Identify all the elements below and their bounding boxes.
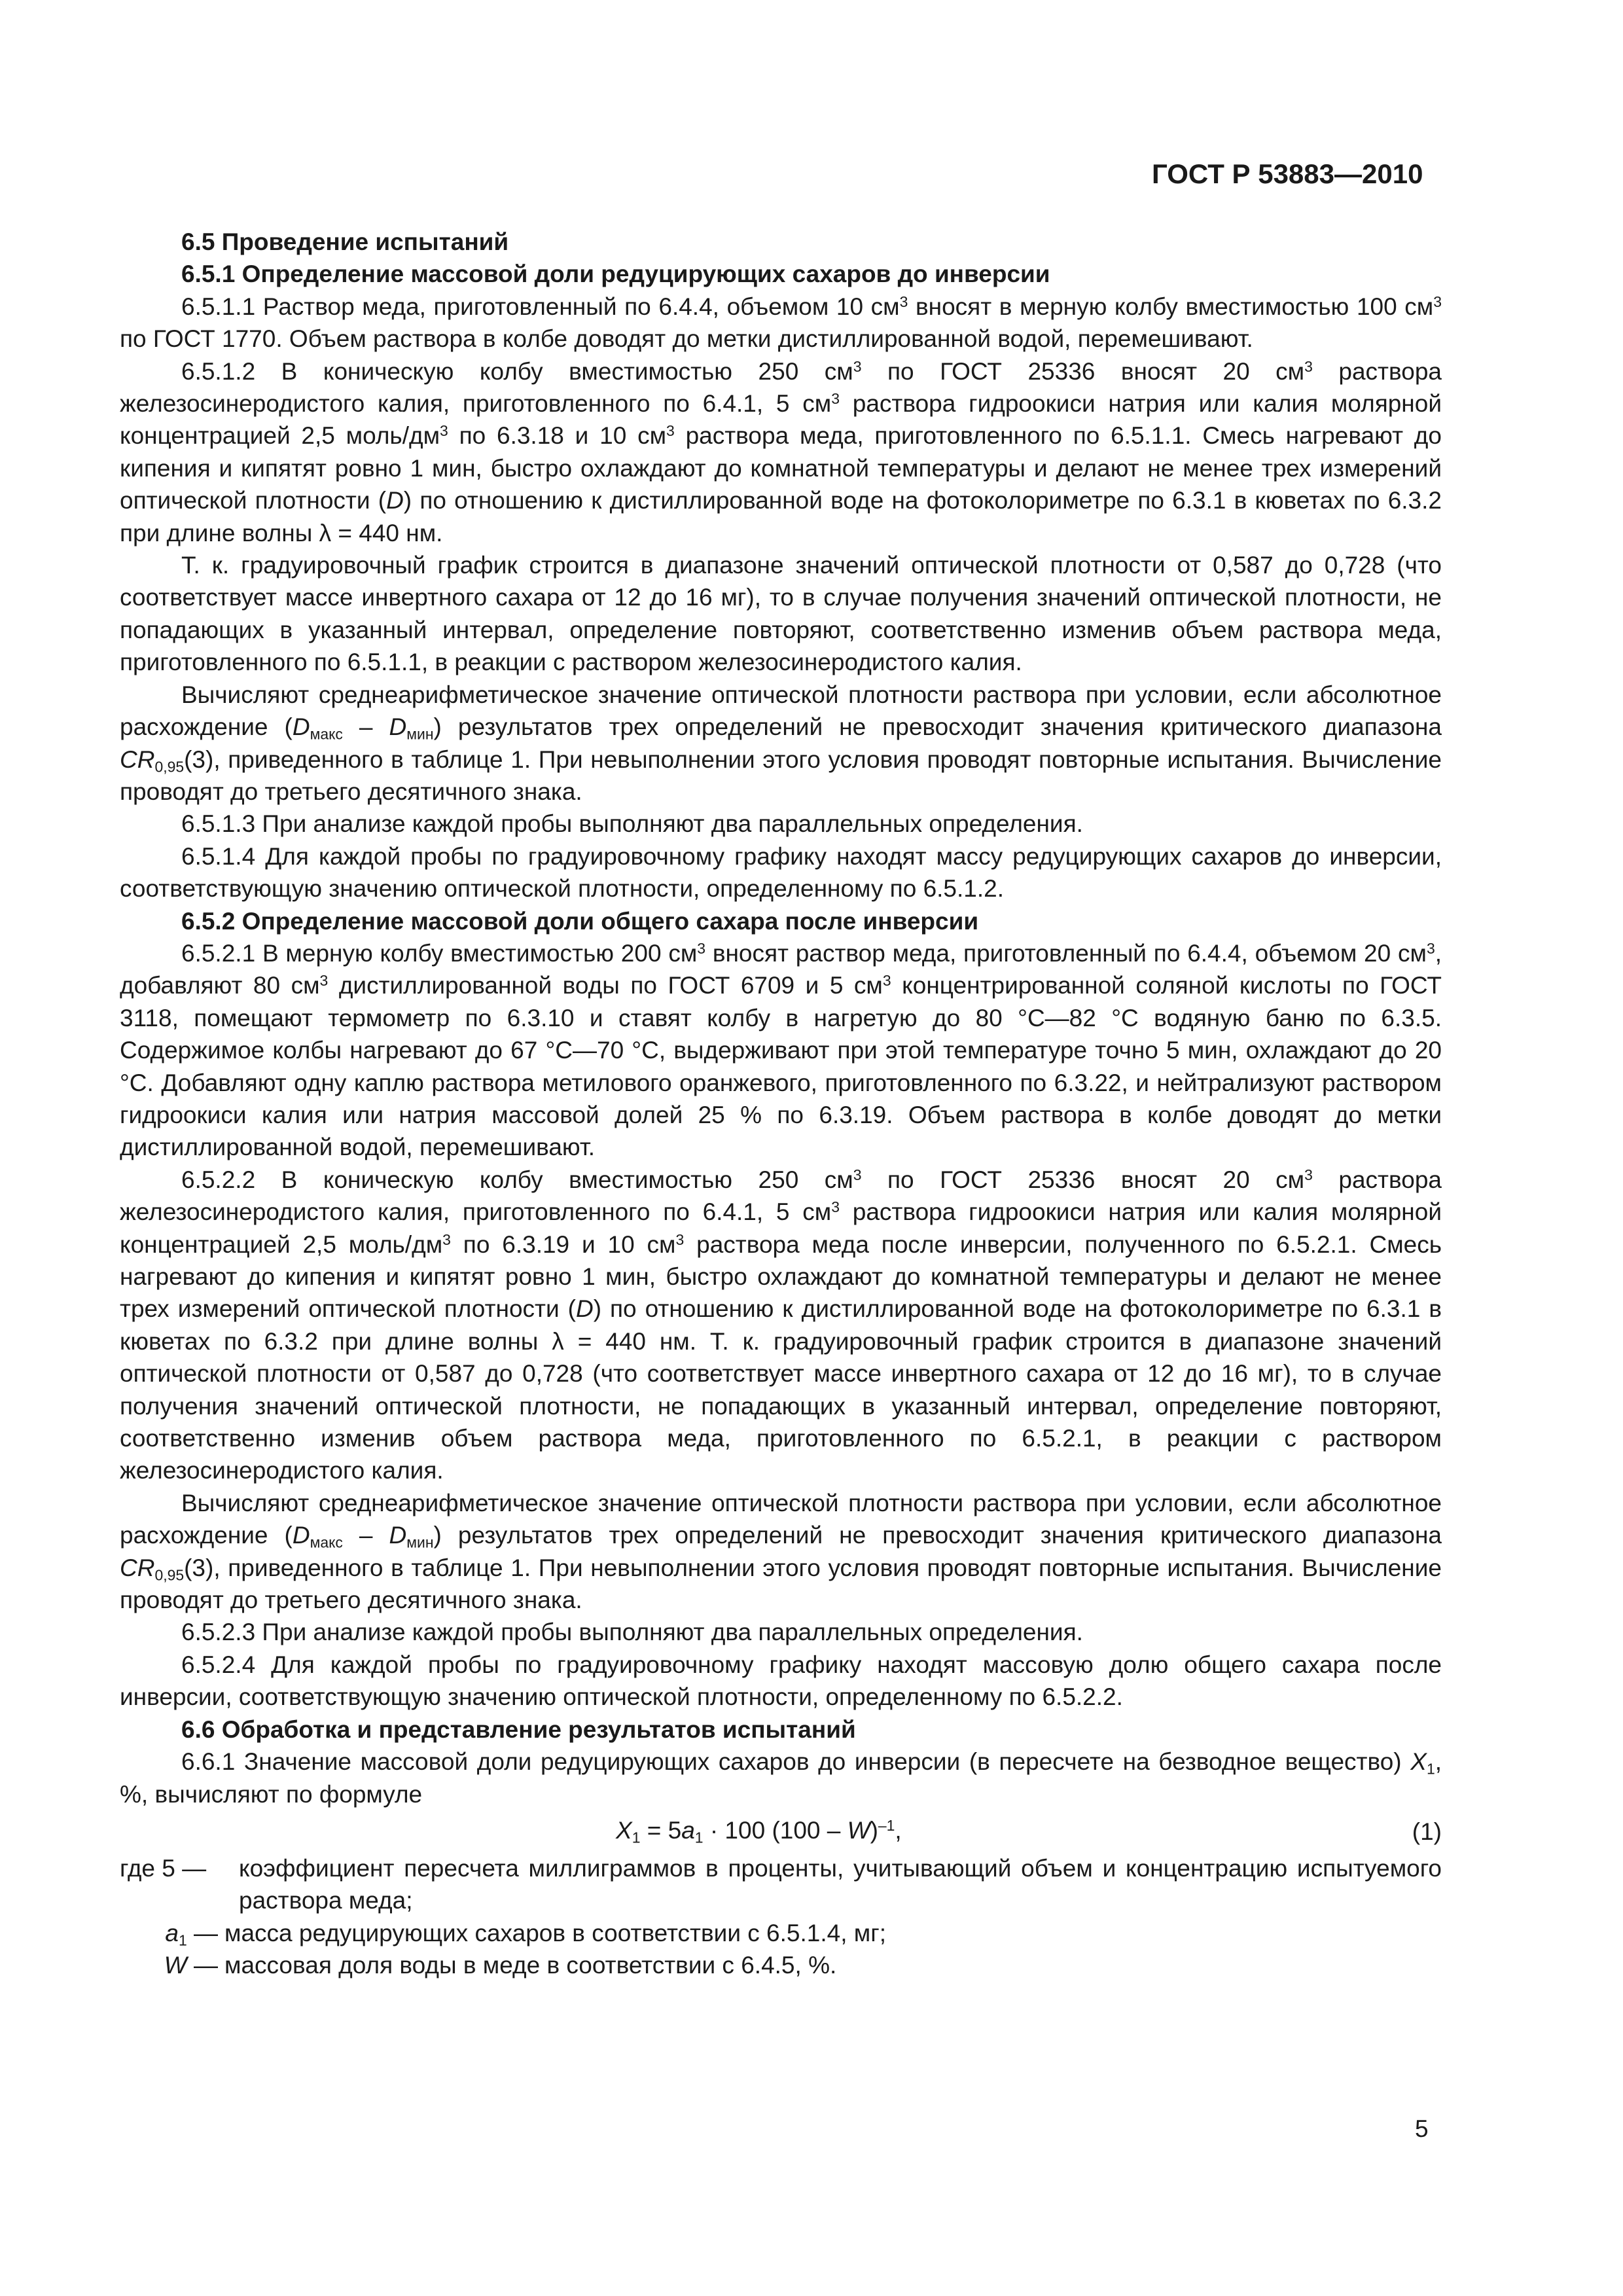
paragraph-6-5-2-2: 6.5.2.2 В коническую колбу вместимостью 250 $см^3$ по ГОСТ 25336 вносят 20 $см^3$ раствора железосинеродистого калия, приготовленного по 6.4.1, 5 $см^3$ раствора гидроокиси натрия или калия молярной концентрацией 2,5 моль/$дм^3$ по 6.3.19 и 10 $см^3$ раствора меда после инверсии, полученного по 6.5.2.1. Смесь нагревают до кипения и кипятят ровно 1 мин, быстро охлаждают до комнатной температуры и делают не менее трех измерений оптической плотности (D) по отношению к дистиллированной воде на фотоколориметре по 6.3.1 в кюветах по 6.3.2 при длине волны λ = 440 нм. Т. к. градуировочный график строится в диапазоне значений оптической плотности от 0,587 до 0,728 (что соответствует массе инвертного сахара от 12 до 16 мг), то в случае получения значений оптической плотности, не попадающих в указанный интервал, определение повторяют, соответственно изменив объем раствора меда, приготовленного по 6.5.2.1, в реакции с раствором железосинеродистого калия. bbox=[120, 1166, 1442, 1484]
legend-text: коэффициент пересчета миллиграммов в проценты, учитывающий объем и концентрацию испытуемого раствора меда; bbox=[239, 1854, 1442, 1914]
legend-row-w bbox=[120, 1949, 1442, 1981]
paragraph-6-5-1-2: 6.5.1.2 В коническую колбу вместимостью 250 $см^3$ по ГОСТ 25336 вносят 20 $см^3$ раствора железосинеродистого калия, приготовленного по 6.4.1, 5 $см^3$ раствора гидроокиси натрия или калия молярной концентрацией 2,5 моль/$дм^3$ по 6.3.18 и 10 $см^3$ раствора меда, приготовленного по 6.5.1.1. Смесь нагревают до кипения и кипятят ровно 1 мин, быстро охлаждают до комнатной температуры и делают не менее трех измерений оптической плотности (D) по отношению к дистиллированной воде на фотоколориметре по 6.3.1 в кюветах по 6.3.2 при длине волны λ = 440 нм. bbox=[120, 357, 1442, 547]
paragraph-6-5-1-1: 6.5.1.1 Раствор меда, приготовленный по 6.4.4, объемом 10 $см^3$ вносят в мерную колбу вместимостью 100 $см^3$ по ГОСТ 1770. Объем раствора в колбе доводят до метки дистиллированной водой, перемешивают. bbox=[120, 293, 1442, 353]
paragraph-6-5-2-1: 6.5.2.1 В мерную колбу вместимостью 200 $см^3$ вносят раствор меда, приготовленный по 6.4.4, объемом 20 $см^3$, добавляют 80 $см^3$ дистиллированной воды по ГОСТ 6709 и 5 $см^3$ концентрированной соляной кислоты по ГОСТ 3118, помещают термометр по 6.3.10 и ставят колбу в нагретую до 80 °С—82 °С водяную баню по 6.3.5. Содержимое колбы нагревают до 67 °С—70 °С, выдерживают при этой температуре точно 5 мин, охлаждают до 20 °С. Добавляют одну каплю раствора метилового оранжевого, приготовленного по 6.3.22, и нейтрализуют раствором гидроокиси калия или натрия массовой долей 25 % по 6.3.19. Объем раствора в колбе доводят до метки дистиллированной водой, перемешивают. bbox=[120, 939, 1442, 1161]
page-body bbox=[120, 226, 1442, 1982]
legend-symbol: $a_1$ — bbox=[165, 1919, 218, 1949]
section-heading-6-5-1: 6.5.1 Определение массовой доли редуцирующих сахаров до инверсии bbox=[181, 260, 1050, 288]
legend-symbol: где 5 — bbox=[120, 1854, 207, 1882]
page-number: 5 bbox=[1415, 2115, 1429, 2142]
formula-number: (1) bbox=[1412, 1818, 1442, 1845]
document-code: ГОСТ Р 53883—2010 bbox=[1152, 158, 1423, 189]
legend-text: масса редуцирующих сахаров в соответствии с 6.5.1.4, мг; bbox=[224, 1919, 886, 1946]
paragraph-mean-calculation: Вычисляют среднеарифметическое значение оптической плотности раствора при условии, если абсолютное расхождение $(D_{макс} - D_{мин})$ результатов трех определений не превосходит значения критического диапазона $CR_{0,95}(3)$, приведенного в таблице 1. При невыполнении этого условия проводят повторные испытания. Вычисление проводят до третьего десятичного знака. bbox=[120, 681, 1442, 805]
legend-text: массовая доля воды в меде в соответствии с 6.4.5, %. bbox=[224, 1952, 837, 1979]
section-heading-6-6: 6.6 Обработка и представление результатов испытаний bbox=[181, 1715, 856, 1743]
legend-row-a1 bbox=[120, 1917, 1442, 1949]
paragraph-calibration-range: Т. к. градуировочный график строится в диапазоне значений оптической плотности от 0,587 до 0,728 (что соответствует массе инвертного сахара от 12 до 16 мг), то в случае получения значений оптической плотности, не попадающих в указанный интервал, определение повторяют, соответственно изменив объем раствора меда, приготовленного по 6.5.1.1, в реакции с раствором железосинеродистого калия. bbox=[120, 552, 1442, 676]
legend-symbol: W — bbox=[164, 1952, 218, 1979]
section-heading-6-5-2: 6.5.2 Определение массовой доли общего сахара после инверсии bbox=[181, 907, 979, 935]
paragraph-6-5-2-4: 6.5.2.4 Для каждой пробы по градуировочному графику находят массовую долю общего сахара после инверсии, соответствующую значению оптической плотности, определенному по 6.5.2.2. bbox=[120, 1651, 1442, 1711]
formula-1 bbox=[120, 1810, 1442, 1852]
legend-row-coefficient bbox=[120, 1852, 1442, 1917]
section-heading-6-5: 6.5 Проведение испытаний bbox=[181, 228, 509, 255]
paragraph-6-6-1: 6.6.1 Значение массовой доли редуцирующих сахаров до инверсии (в пересчете на безводное вещество) $X_1$, %, вычисляют по формуле bbox=[120, 1748, 1442, 1808]
formula-expression: $X_1 = 5a_1 \cdot 100$ (100 – W)$^{-1}$, bbox=[616, 1816, 902, 1846]
paragraph-6-5-1-3: 6.5.1.3 При анализе каждой пробы выполняют два параллельных определения. bbox=[181, 810, 1083, 838]
paragraph-6-5-2-3: 6.5.2.3 При анализе каждой пробы выполняют два параллельных определения. bbox=[181, 1619, 1083, 1646]
paragraph-mean-calculation-after-inversion: Вычисляют среднеарифметическое значение оптической плотности раствора при условии, если абсолютное расхождение $(D_{макс} - D_{мин})$ результатов трех определений не превосходит значения критического диапазона $CR_{0,95}(3)$, приведенного в таблице 1. При невыполнении этого условия проводят повторные испытания. Вычисление проводят до третьего десятичного знака. bbox=[120, 1489, 1442, 1614]
paragraph-6-5-1-4: 6.5.1.4 Для каждой пробы по градуировочному графику находят массу редуцирующих сахаров до инверсии, соответствующую значению оптической плотности, определенному по 6.5.1.2. bbox=[120, 842, 1442, 903]
